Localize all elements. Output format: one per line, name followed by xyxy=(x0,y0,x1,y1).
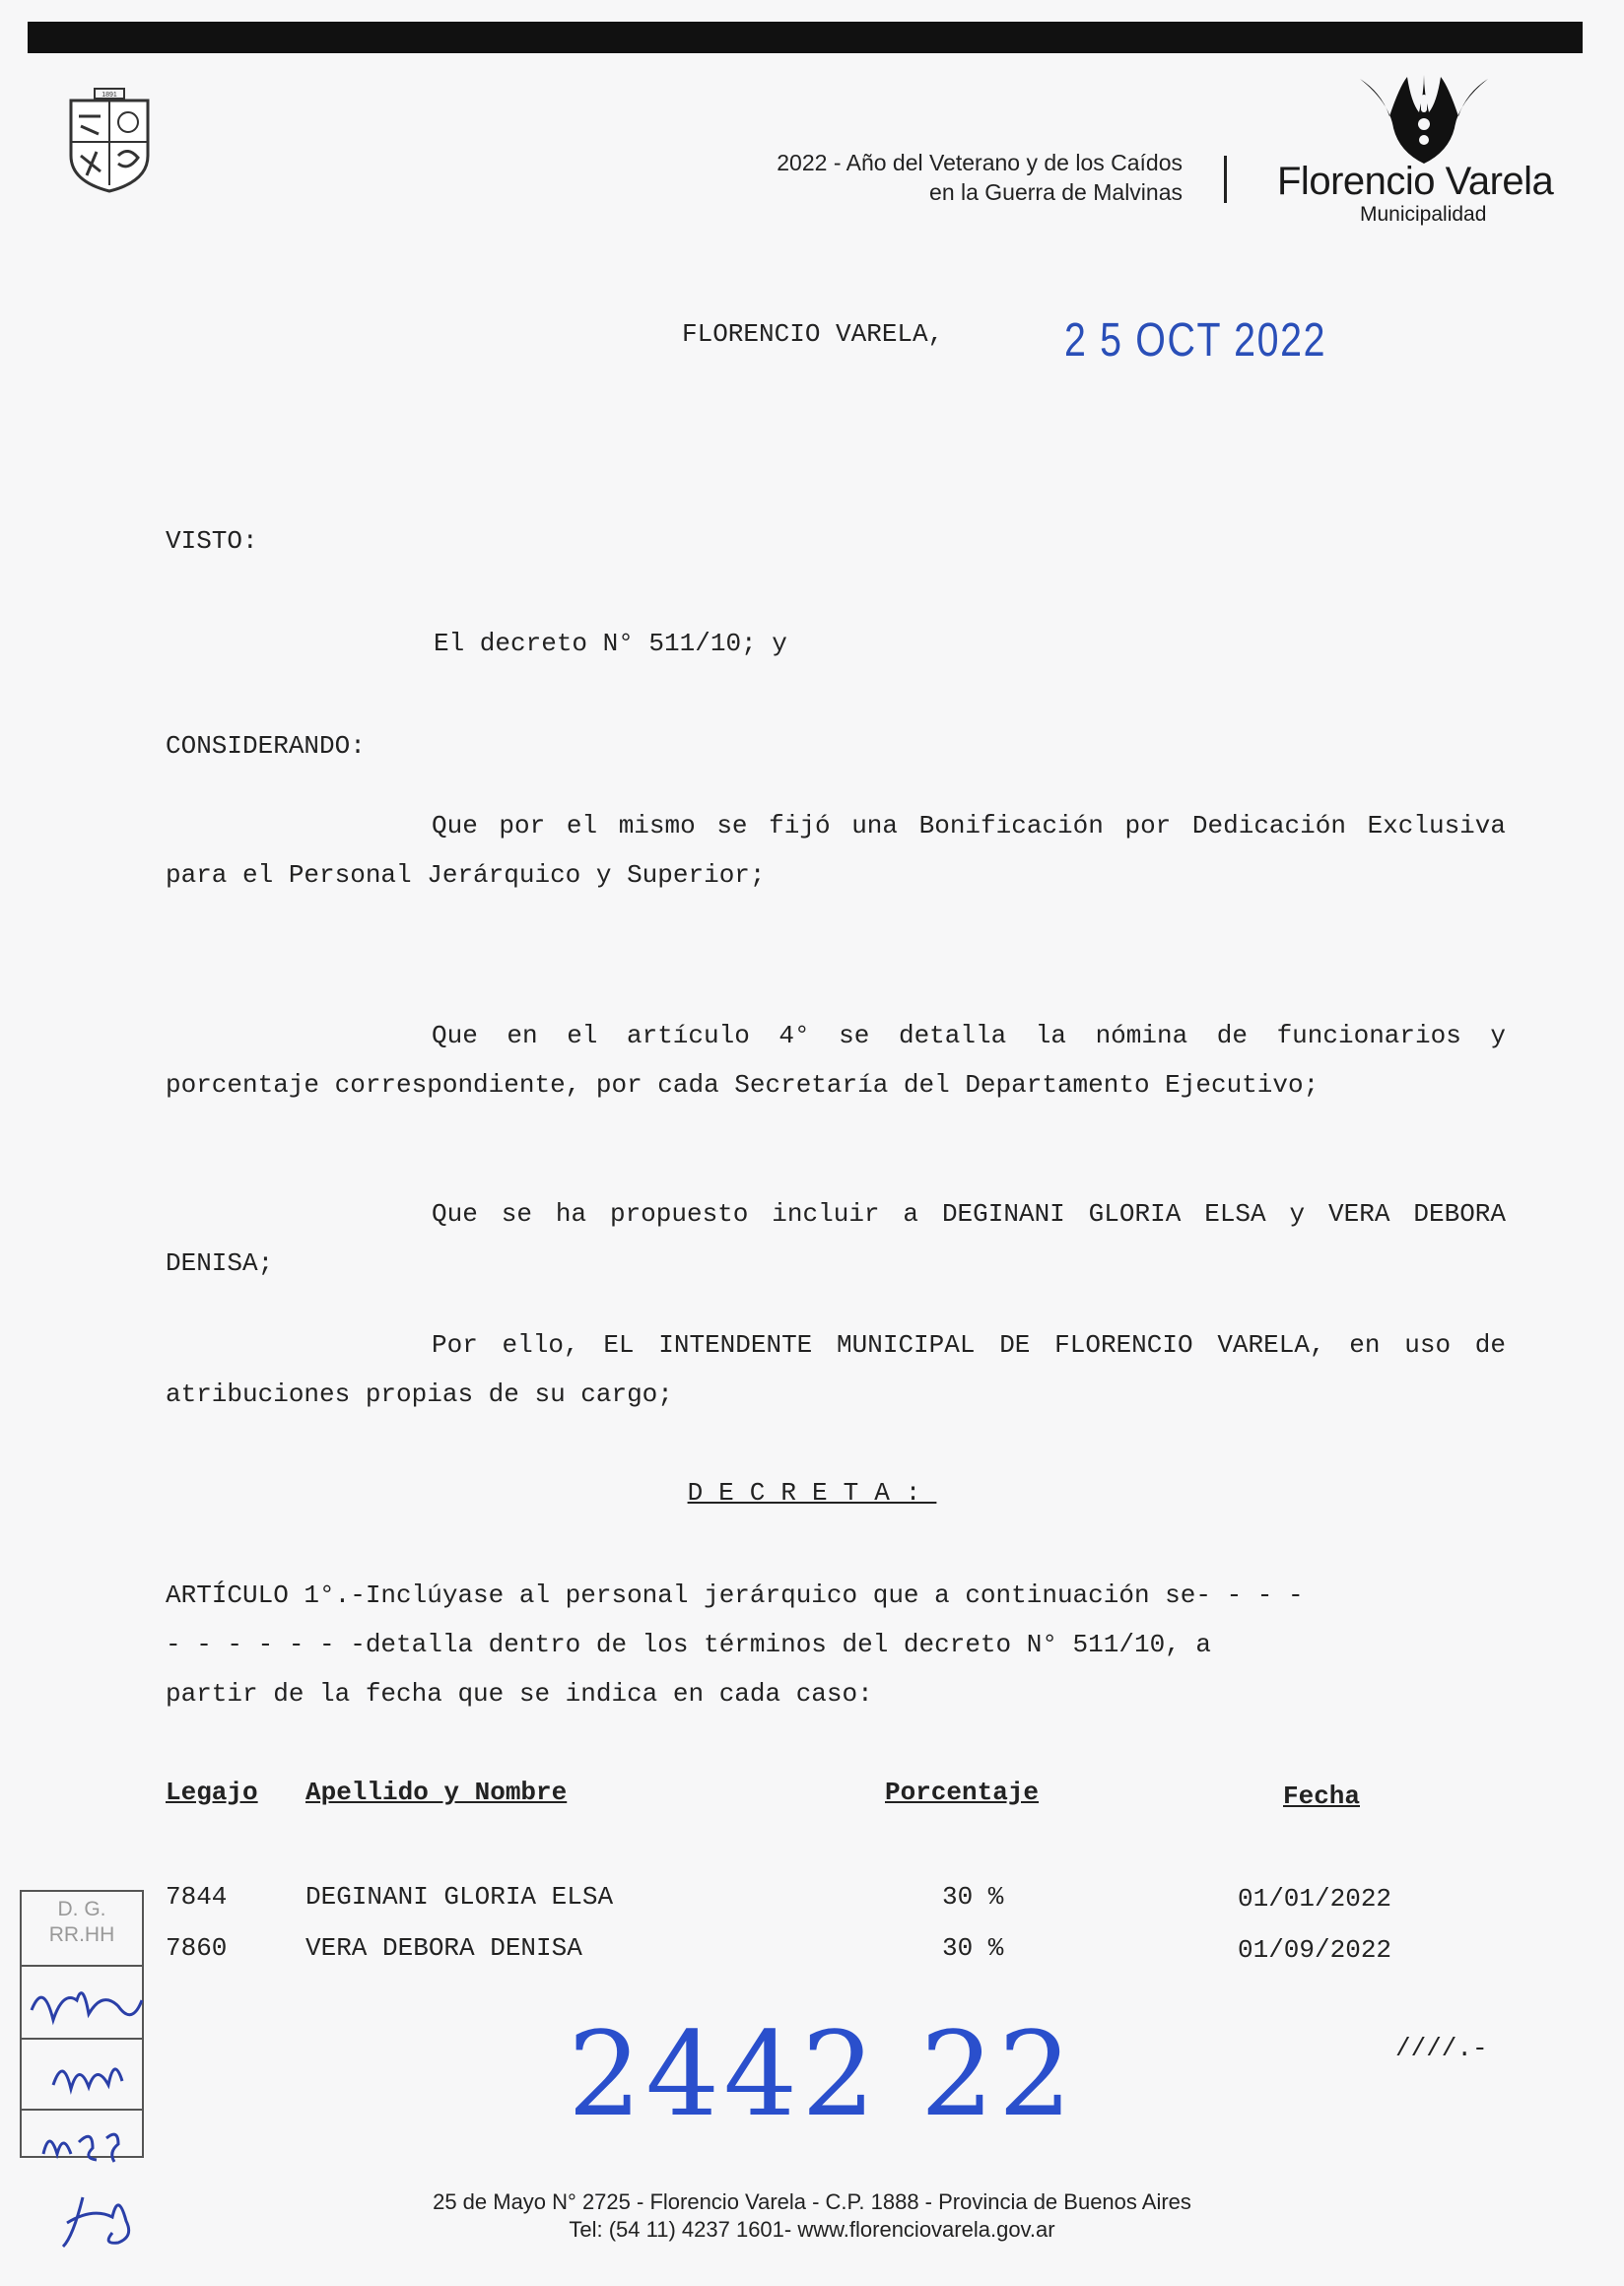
handwritten-initials-1 xyxy=(24,1971,152,2040)
articulo-1-line-2: - - - - - - -detalla dentro de los términos del decreto N° 511/10, a xyxy=(166,1630,1211,1659)
year-line-2: en la Guerra de Malvinas xyxy=(929,179,1183,205)
header-nombre: Apellido y Nombre xyxy=(305,1778,568,1807)
logo-subtitle: Municipalidad xyxy=(1360,203,1487,226)
row-2-nombre: VERA DEBORA DENISA xyxy=(305,1933,582,1963)
visto-text: El decreto N° 511/10; y xyxy=(434,629,787,658)
header-fecha: Fecha xyxy=(1283,1782,1361,1811)
row-2-porcentaje: 30 % xyxy=(942,1933,1004,1963)
handwritten-initials-2 xyxy=(24,2046,152,2105)
row-2-legajo: 7860 xyxy=(166,1933,228,1963)
continuation-mark: ////.- xyxy=(1395,2034,1488,2063)
year-line-1: 2022 - Año del Veterano y de los Caídos xyxy=(777,150,1183,175)
top-black-bar xyxy=(28,22,1583,53)
date-stamp: 2 5 OCT 2022 xyxy=(1064,314,1327,367)
articulo-1-line-1: ARTÍCULO 1°.-Inclúyase al personal jerárquico que a continuación se- - - - xyxy=(166,1580,1304,1610)
commemorative-year-text xyxy=(631,148,1183,207)
header-separator xyxy=(1224,156,1227,203)
footer-address: 25 de Mayo N° 2725 - Florencio Varela - C.P. 1888 - Provincia de Buenos Aires xyxy=(433,2189,1191,2214)
header-porcentaje: Porcentaje xyxy=(885,1778,1040,1807)
row-2-fecha: 01/09/2022 xyxy=(1238,1935,1392,1965)
logo-name: Florencio Varela xyxy=(1277,160,1554,203)
stamp-line-2: RR.HH xyxy=(48,1923,115,1946)
visto-label: VISTO: xyxy=(166,526,258,556)
considerando-paragraph-3: Que se ha propuesto incluir a DEGINANI GLORIA ELSA y VERA DEBORA DENISA; xyxy=(166,1199,1506,1278)
florencio-varela-logo-icon xyxy=(1350,73,1498,168)
row-1-nombre: DEGINANI GLORIA ELSA xyxy=(305,1882,614,1912)
municipal-crest-icon xyxy=(67,87,152,193)
stamp-divider xyxy=(20,2109,144,2111)
considerando-paragraph-1: Que por el mismo se fijó una Bonificación por Dedicación Exclusiva para el Personal Jerárquico y Superior; xyxy=(166,811,1506,890)
articulo-1-line-3: partir de la fecha que se indica en cada caso: xyxy=(166,1679,873,1709)
decree-number: 2442 22 xyxy=(568,2006,1076,2142)
considerando-paragraph-4: Por ello, EL INTENDENTE MUNICIPAL DE FLORENCIO VARELA, en uso de atribuciones propias de su cargo; xyxy=(166,1330,1506,1409)
row-1-fecha: 01/01/2022 xyxy=(1238,1884,1392,1914)
stamp-divider xyxy=(20,1965,144,1967)
handwritten-initials-3 xyxy=(24,2118,152,2168)
decreta-heading: DECRETA: xyxy=(687,1478,937,1508)
crest-year: 1891 xyxy=(102,92,117,99)
footer-contact: Tel: (54 11) 4237 1601- www.florenciovarela.gov.ar xyxy=(569,2217,1055,2242)
header-legajo: Legajo xyxy=(166,1778,258,1807)
stamp-line-1: D. G. xyxy=(57,1898,106,1920)
considerando-label: CONSIDERANDO: xyxy=(166,731,366,761)
row-1-porcentaje: 30 % xyxy=(942,1882,1004,1912)
place-label: FLORENCIO VARELA, xyxy=(682,319,944,349)
row-1-legajo: 7844 xyxy=(166,1882,228,1912)
considerando-paragraph-2: Que en el artículo 4° se detalla la nómina de funcionarios y porcentaje correspondiente, por cada Secretaría del Departamento Ejecutivo; xyxy=(166,1021,1506,1100)
